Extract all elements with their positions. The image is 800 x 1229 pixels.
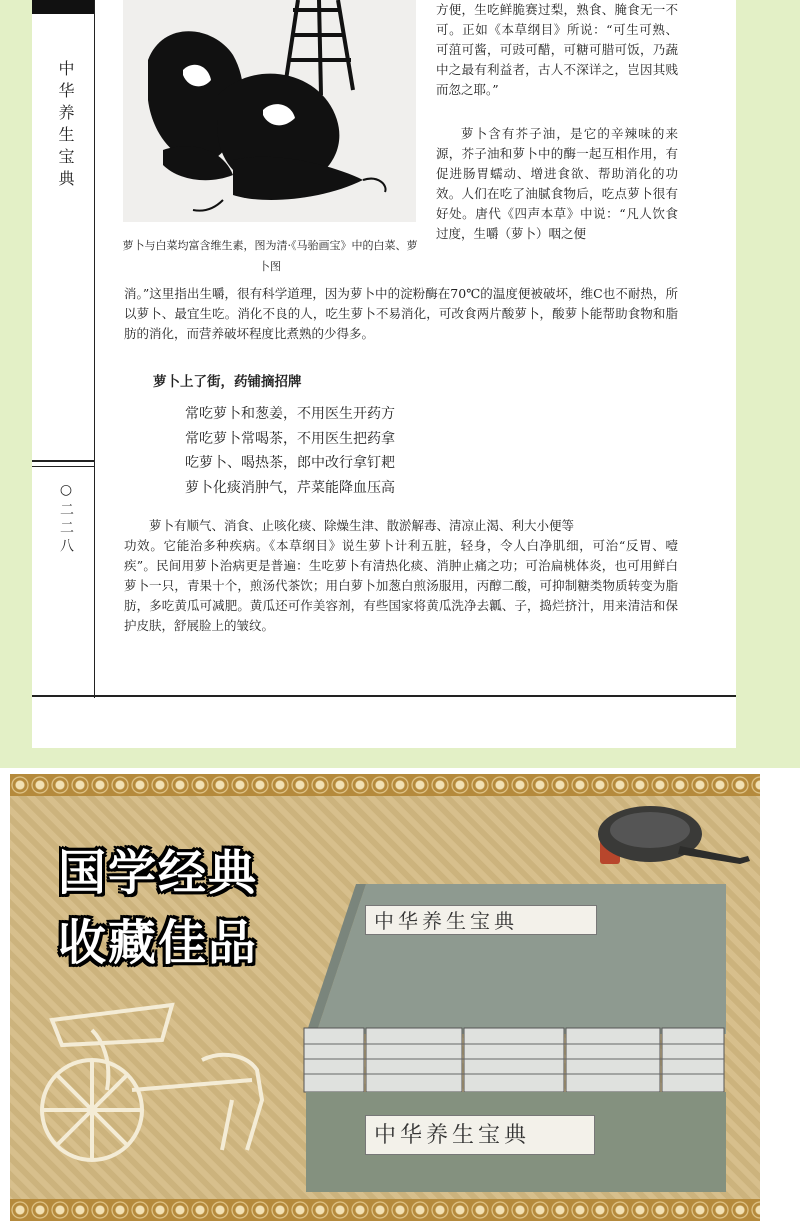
proverb-list	[185, 402, 395, 500]
margin-rule	[94, 0, 95, 698]
chariot-illustration	[32, 1000, 292, 1170]
side-divider-thin	[32, 466, 94, 467]
pattern-border-top	[10, 774, 760, 796]
text-paragraph: 方便，生吃鲜脆赛过梨，熟食、腌食无一不可。正如《本草纲目》所说：“可生可熟、可菹可酱，可豉可醋，可糖可腊可饭，乃蔬中之最有利益者，古人不深详之，岂因其贱而忽之耶。”	[436, 2, 678, 97]
page-bottom-rule	[32, 695, 736, 697]
ink-painting-image	[123, 0, 416, 222]
chariot-drawing	[32, 1000, 292, 1170]
box-title-label-top: 中华养生宝典	[365, 905, 597, 935]
proverb-line: 常吃萝卜常喝茶，不用医生把药拿	[185, 430, 395, 447]
page-number: ○二二八	[58, 482, 74, 556]
text-paragraph: 消。”这里指出生嚼，很有科学道理，因为萝卜中的淀粉酶在70℃的温度便被破坏，维C也不耐热，所以萝卜、最宜生吃。消化不良的人，吃生萝卜不易消化，可改食两片酸萝卜，酸萝卜能帮助食物和脂肪的消化，而营养破坏程度比煮熟的少得多。	[124, 286, 678, 341]
promo-slogan: 收藏佳品	[58, 915, 259, 971]
text-paragraph: 萝卜有顺气、消食、止咳化痰、除燥生津、散淤解毒、清凉止渴、利大小便等	[149, 518, 575, 533]
promo-slogan: 国学经典	[58, 845, 259, 901]
inkstone-image	[580, 796, 760, 886]
illustration-caption: 萝卜与白菜均富含维生素，图为清·《马骀画宝》中的白菜、萝卜图	[122, 239, 418, 273]
corner-decoration	[32, 0, 94, 14]
text-paragraph: 萝卜含有芥子油，是它的辛辣味的来源，芥子油和萝卜中的酶一起互相作用，有促进肠胃蠕动、增进食欲、帮助消化的功效。人们在吃了油腻食物后，吃点萝卜很有好处。唐代《四声本草》中说：“凡人饮食过度，生嚼（萝卜）咽之便	[436, 126, 678, 241]
proverb-line: 常吃萝卜和葱姜，不用医生开药方	[185, 406, 395, 422]
text-paragraph: 功效。它能治多种疾病。《本草纲目》说生萝卜计利五脏，轻身，令人白净肌细，可治“反胃、噎疾”。民间用萝卜治病更是普遍：生吃萝卜有清热化痰、消肿止痛之功；可治扁桃体炎，也可用鲜白萝卜一只，青果十个，煎汤代茶饮；用白萝卜加葱白煎汤服用，丙醇二酸，可抑制糖类物质转变为脂肪，多吃黄瓜可减肥。黄瓜还可作美容剂，有些国家将黄瓜洗净去瓤、子，捣烂挤汁，用来清洁和保护皮肤，舒展脸上的皱纹。	[124, 538, 678, 633]
side-divider	[32, 460, 94, 462]
cabbage-radish-illustration	[123, 0, 416, 222]
proverb-line: 萝卜化痰消肿气，芹菜能降血压高	[185, 479, 395, 496]
pattern-border-bottom	[10, 1199, 760, 1221]
proverb-line: 吃萝卜、喝热茶，郎中改行拿钉耙	[185, 455, 395, 471]
section-heading: 萝卜上了街，药铺摘招牌	[153, 374, 302, 390]
book-side-title: 中华养生宝典	[56, 60, 75, 192]
box-title-label-front: 中华养生宝典	[365, 1115, 595, 1155]
